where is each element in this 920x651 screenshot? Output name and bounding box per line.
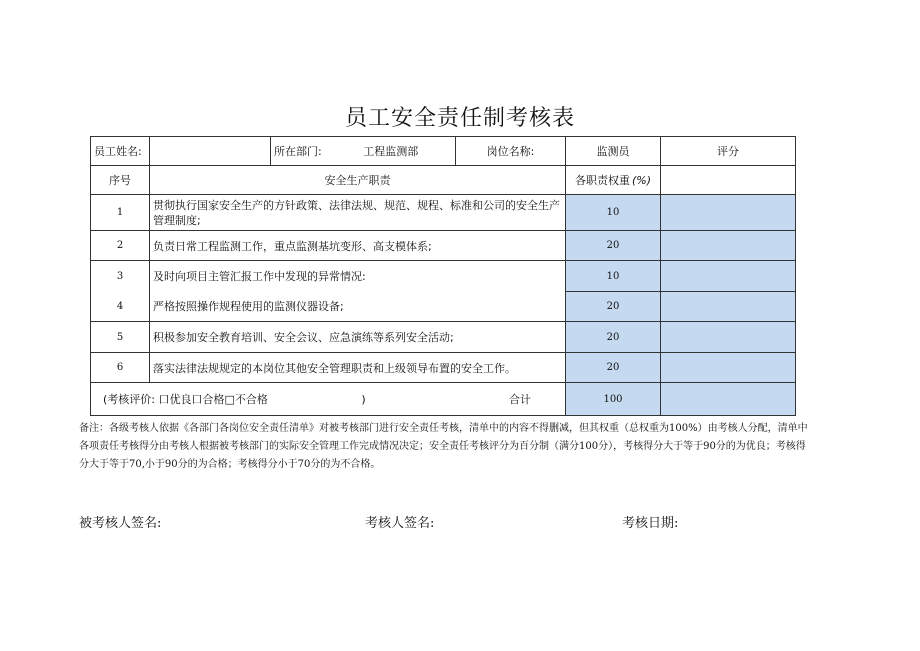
total-label: 合计 <box>456 383 566 416</box>
table-row <box>91 353 796 383</box>
dept-label: 所在部门: <box>271 137 327 166</box>
dept-value: 工程监测部 <box>327 137 456 166</box>
row-score-input[interactable] <box>661 261 796 292</box>
row-score-input[interactable] <box>661 322 796 353</box>
row-index: 2 <box>91 231 150 261</box>
row-score-input[interactable] <box>661 231 796 261</box>
column-header-row <box>91 166 796 195</box>
score-header: 评分 <box>661 137 796 166</box>
score-header-blank <box>661 166 796 195</box>
row-weight: 20 <box>566 292 661 322</box>
row-weight: 10 <box>566 195 661 231</box>
row-weight: 20 <box>566 322 661 353</box>
row-index: 5 <box>91 322 150 353</box>
name-label: 员工姓名: <box>91 137 150 166</box>
examinee-signature-label: 被考核人签名: <box>79 516 162 531</box>
duty-header: 安全生产职责 <box>150 166 566 195</box>
table-row <box>91 195 796 231</box>
evaluation-options[interactable]: (考核评价: 口优良口合格□不合格 <box>103 393 268 406</box>
assessment-table <box>90 136 796 416</box>
post-label: 岗位名称: <box>456 137 566 166</box>
summary-row <box>91 383 796 416</box>
row-duty: 严格按照操作规程使用的监测仪器设备; <box>150 292 566 322</box>
row-score-input[interactable] <box>661 353 796 383</box>
total-score-input[interactable] <box>661 383 796 416</box>
info-row <box>91 137 796 166</box>
row-duty: 积极参加安全教育培训、安全会议、应急演练等系列安全活动; <box>150 322 566 353</box>
table-row <box>91 261 796 292</box>
page-title: 员工安全责任制考核表 <box>344 106 575 131</box>
table-row <box>91 231 796 261</box>
total-value: 100 <box>566 383 661 416</box>
row-index: 3 <box>91 261 150 292</box>
row-duty: 负责日常工程监测工作，重点监测基坑变形、高支模体系; <box>150 231 566 261</box>
table-row <box>91 322 796 353</box>
assessment-date-label: 考核日期: <box>622 516 679 531</box>
examiner-signature-label: 考核人签名: <box>365 516 435 531</box>
row-weight: 20 <box>566 231 661 261</box>
name-field[interactable] <box>150 137 271 166</box>
evaluation-cell <box>91 383 456 416</box>
evaluation-close: ) <box>361 393 366 406</box>
row-duty: 贯彻执行国家安全生产的方针政策、法律法规、规范、规程、标准和公司的安全生产管理制度; <box>150 195 566 231</box>
post-value: 监测员 <box>566 137 661 166</box>
remarks-note: 备注：各级考核人依据《各部门各岗位安全责任清单》对被考核部门进行安全责任考核，清单中的内容不得删减，但其权重（总权重为100%）由考核人分配，清单中各项责任考核得分由考核人根据被考核部门的实际安全管理工作完成情况决定；安全责任考核评分为百分制（满分100分），考核得分大于等于90分的为优良；考核得分大于等于70,小于90分的为合格；考核得分小于70分的为不合格。 <box>79 423 808 470</box>
row-duty: 及时向项目主管汇报工作中发现的异常情况: <box>150 261 566 292</box>
row-weight: 20 <box>566 353 661 383</box>
row-index: 1 <box>91 195 150 231</box>
row-duty: 落实法律法规规定的本岗位其他安全管理职责和上级领导布置的安全工作。 <box>150 353 566 383</box>
index-header: 序号 <box>91 166 150 195</box>
row-weight: 10 <box>566 261 661 292</box>
row-score-input[interactable] <box>661 195 796 231</box>
weight-header <box>566 166 661 195</box>
table-row <box>91 292 796 322</box>
row-index: 4 <box>91 292 150 322</box>
weight-header-label: 各职责权重 <box>574 174 630 187</box>
row-score-input[interactable] <box>661 292 796 322</box>
row-index: 6 <box>91 353 150 383</box>
weight-header-unit: (%) <box>631 174 652 187</box>
